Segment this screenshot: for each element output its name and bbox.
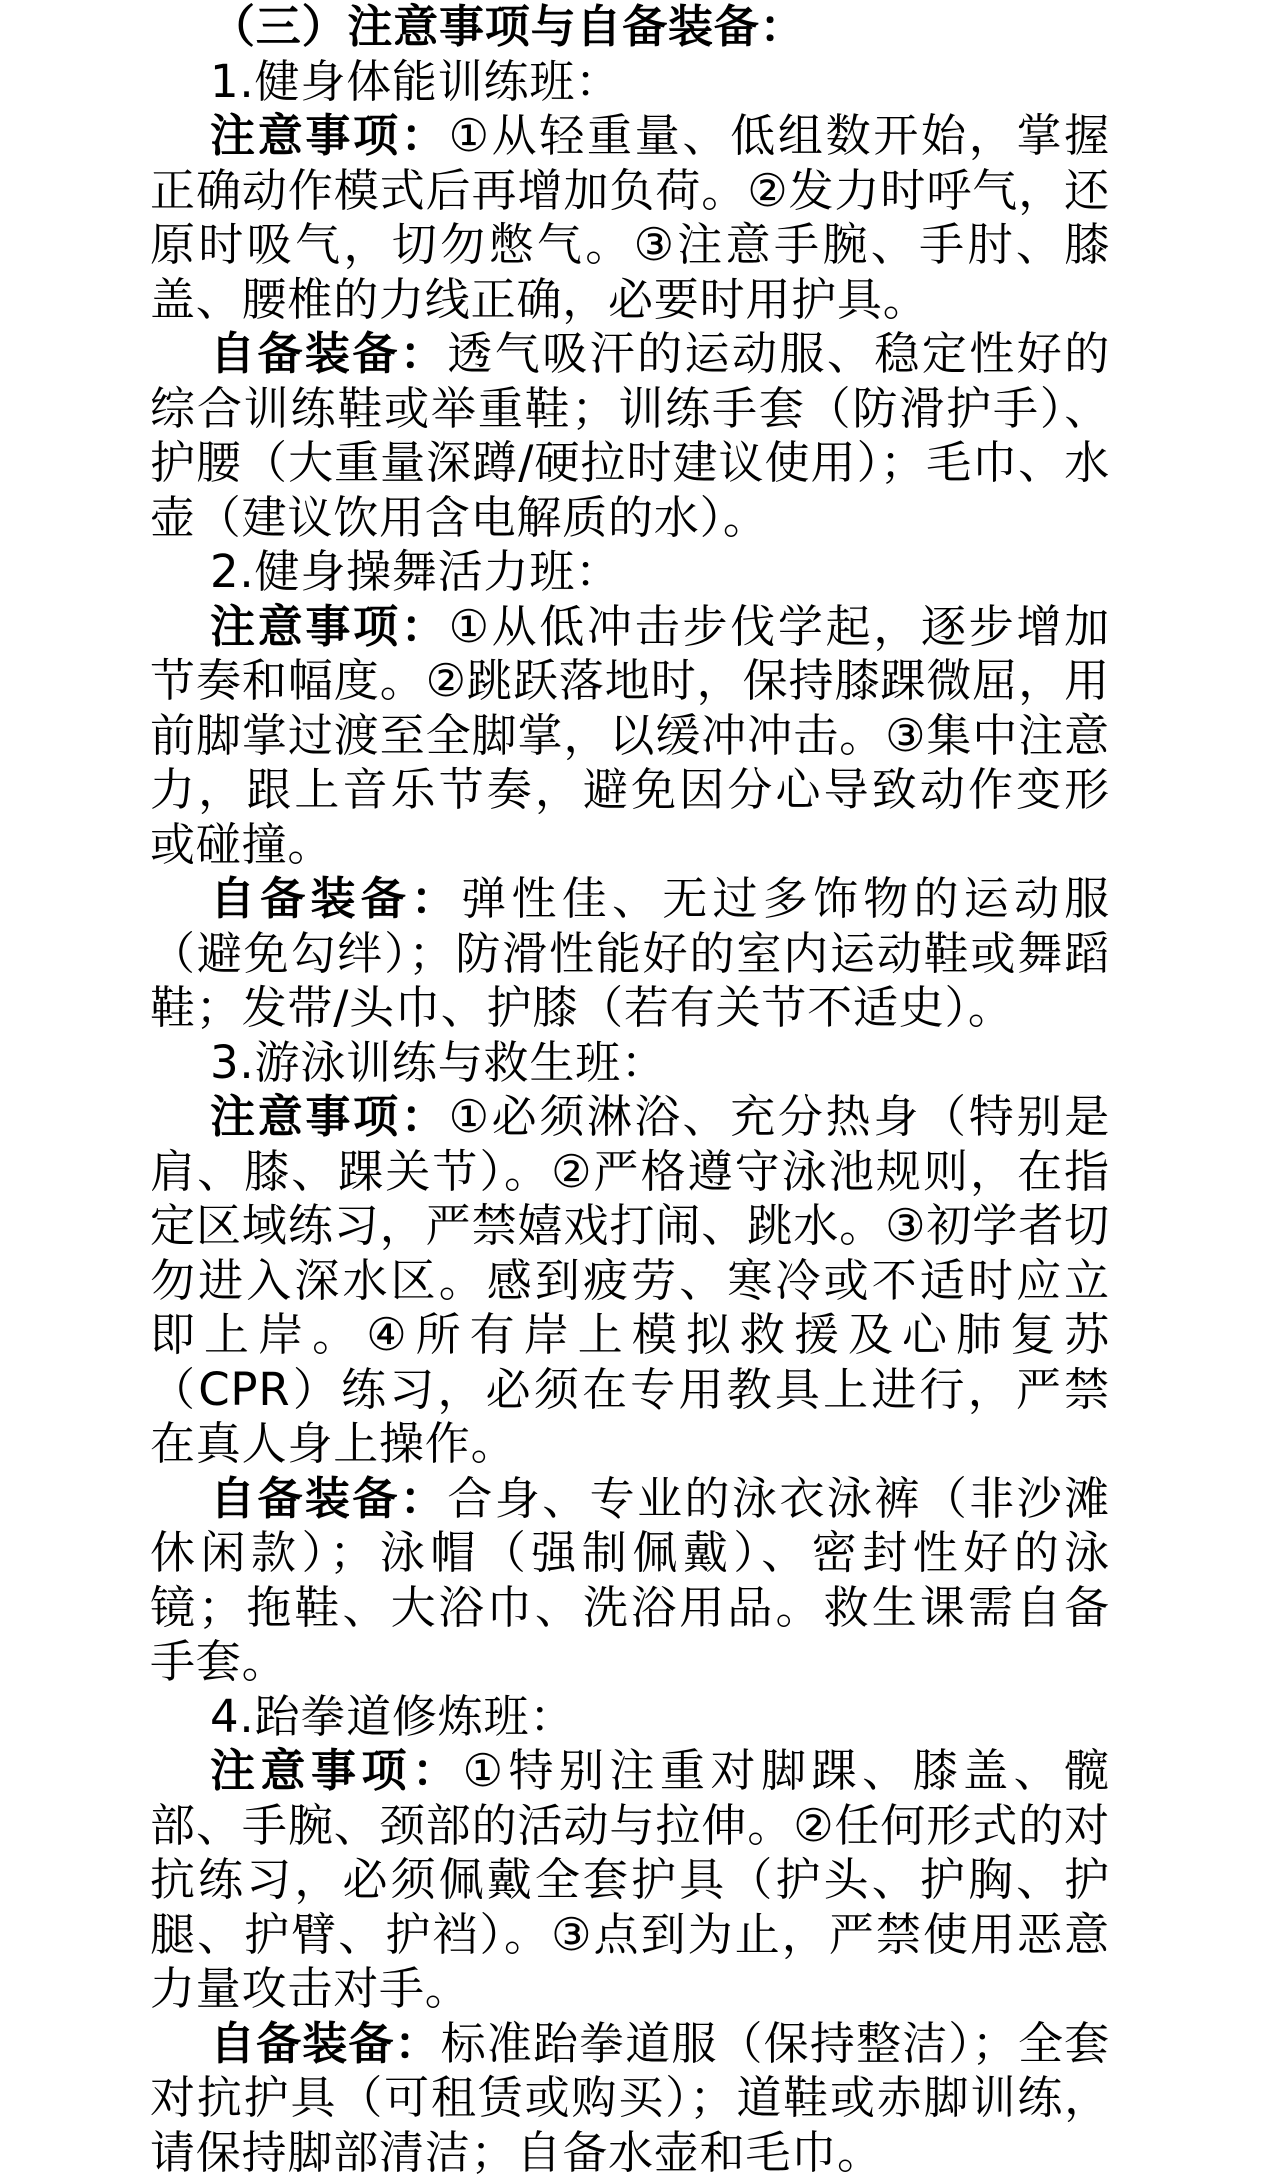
equipment-label: 自备装备： [210, 1472, 447, 1525]
notice-text: ①从低冲击步伐学起，逐步增加节奏和幅度。②跳跃落地时，保持膝踝微屈，用前脚掌过渡至全脚掌，以缓冲冲击。③集中注意力，跟上音乐节奏，避免因分心导致动作变形或碰撞。 [150, 600, 1110, 871]
section-heading: （三）注意事项与自备装备： [150, 0, 1110, 55]
course-title: 4.跆拳道修炼班： [150, 1690, 1110, 1745]
course-title: 2.健身操舞活力班： [150, 545, 1110, 600]
equipment-paragraph [150, 2017, 1110, 2180]
notice-paragraph [150, 600, 1110, 873]
equipment-paragraph [150, 1472, 1110, 1690]
equipment-text: 弹性佳、无过多饰物的运动服（避免勾绊）；防滑性能好的室内运动鞋或舞蹈鞋；发带/头巾、护膝（若有关节不适史）。 [150, 872, 1110, 1034]
equipment-text: 标准跆拳道服（保持整洁）；全套对抗护具（可租赁或购买）；道鞋或赤脚训练，请保持脚部清洁；自备水壶和毛巾。 [150, 2017, 1110, 2179]
notice-label: 注意事项： [210, 1744, 463, 1797]
notice-paragraph [150, 109, 1110, 327]
notice-text: ①必须淋浴、充分热身（特别是肩、膝、踝关节）。②严格遵守泳池规则，在指定区域练习，严禁嬉戏打闹、跳水。③初学者切勿进入深水区。感到疲劳、寒冷或不适时应立即上岸。④所有岸上模拟救援及心肺复苏（CPR）练习，必须在专用教具上进行，严禁在真人身上操作。 [150, 1090, 1110, 1470]
notice-text: ①从轻重量、低组数开始，掌握正确动作模式后再增加负荷。②发力时呼气，还原时吸气，切勿憋气。③注意手腕、手肘、膝盖、腰椎的力线正确，必要时用护具。 [150, 109, 1110, 326]
equipment-paragraph [150, 327, 1110, 545]
equipment-label: 自备装备： [210, 872, 461, 925]
equipment-text: 透气吸汗的运动服、稳定性好的综合训练鞋或举重鞋；训练手套（防滑护手）、护腰（大重量深蹲/硬拉时建议使用）；毛巾、水壶（建议饮用含电解质的水）。 [150, 327, 1110, 544]
course-title: 1.健身体能训练班： [150, 55, 1110, 110]
equipment-label: 自备装备： [210, 327, 447, 380]
equipment-label: 自备装备： [210, 2017, 441, 2070]
notice-paragraph [150, 1090, 1110, 1472]
document-page [150, 0, 1110, 2180]
equipment-paragraph [150, 872, 1110, 1036]
notice-label: 注意事项： [210, 600, 449, 653]
notice-text: ①特别注重对脚踝、膝盖、髋部、手腕、颈部的活动与拉伸。②任何形式的对抗练习，必须佩戴全套护具（护头、护胸、护腿、护臂、护裆）。③点到为止，严禁使用恶意力量攻击对手。 [150, 1744, 1110, 2015]
course-section-aerobics [150, 545, 1110, 1036]
notice-label: 注意事项： [210, 109, 449, 162]
course-title: 3.游泳训练与救生班： [150, 1036, 1110, 1091]
equipment-text: 合身、专业的泳衣泳裤（非沙滩休闲款）；泳帽（强制佩戴）、密封性好的泳镜；拖鞋、大浴巾、洗浴用品。救生课需自备手套。 [150, 1472, 1110, 1689]
notice-label: 注意事项： [210, 1090, 449, 1143]
course-section-fitness [150, 55, 1110, 546]
notice-paragraph [150, 1744, 1110, 2017]
course-section-taekwondo [150, 1690, 1110, 2180]
course-section-swimming [150, 1036, 1110, 1690]
